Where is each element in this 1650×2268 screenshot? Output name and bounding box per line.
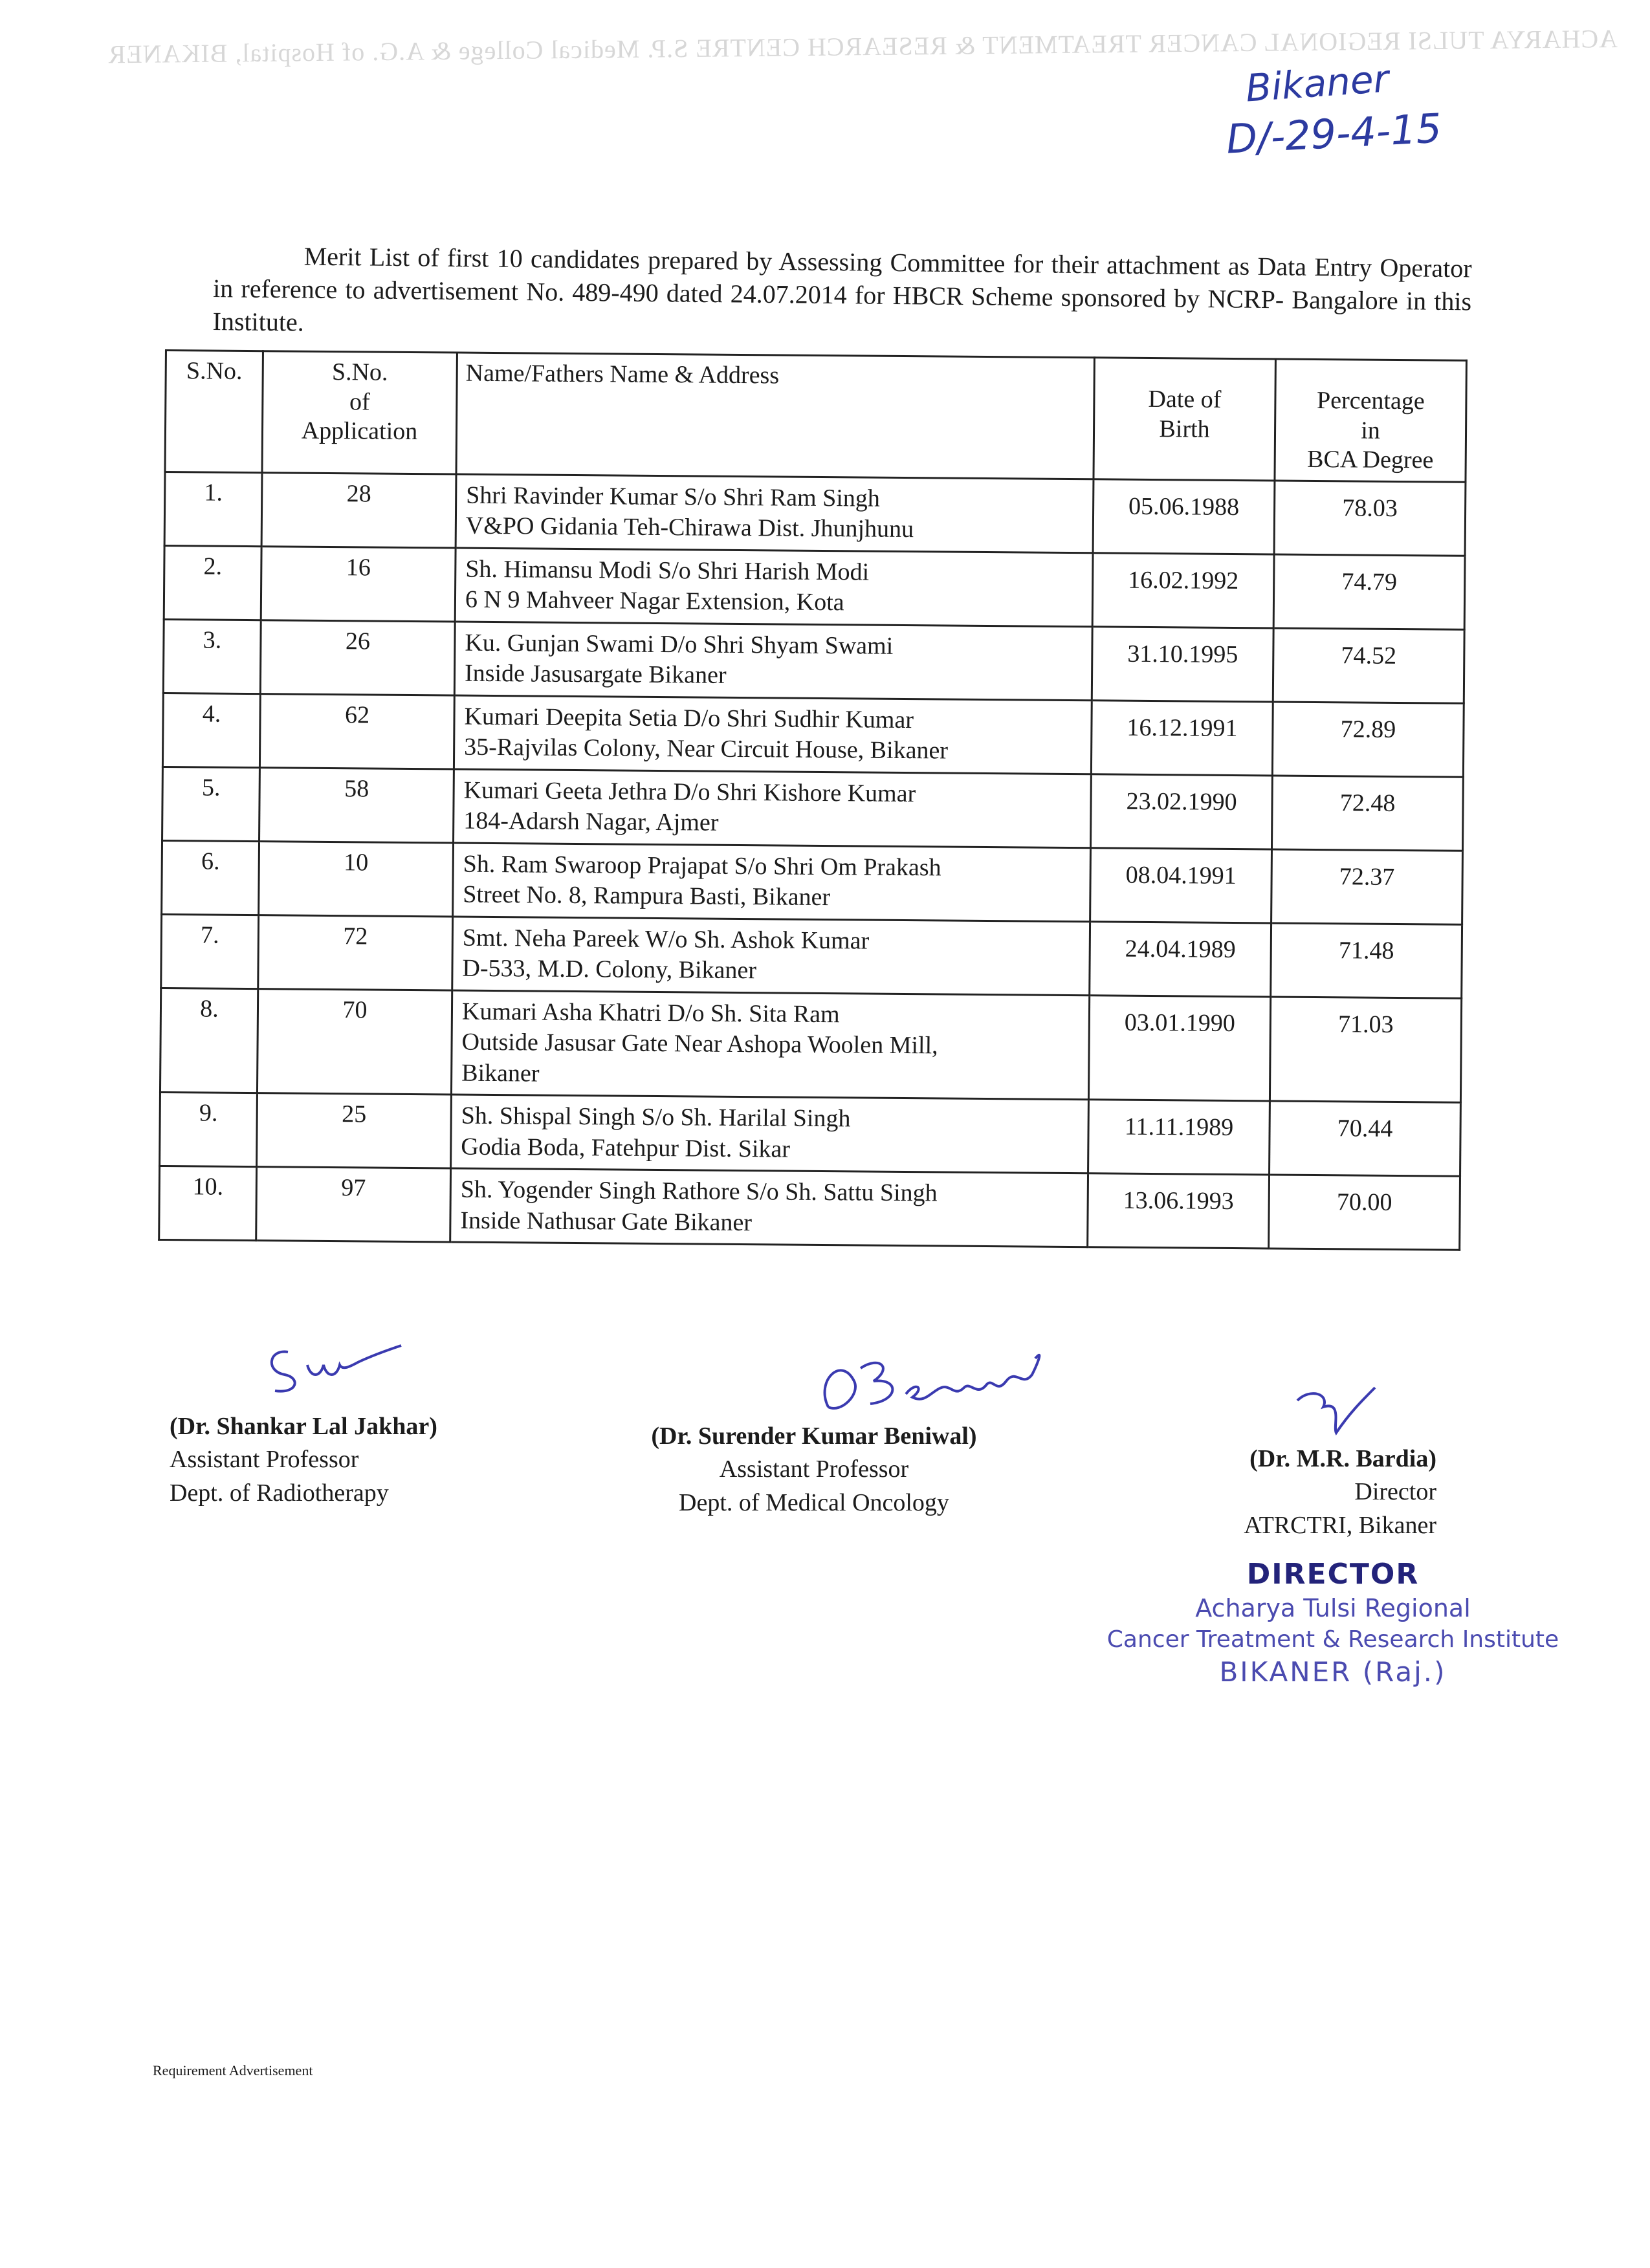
- stamp-line-4: BIKANER (Raj.): [1219, 1656, 1447, 1688]
- intro-paragraph: Merit List of first 10 candidates prepared by Assessing Committee for their attachment as Data Entry Operator in reference to advertisement No. 489-490 dated 24.07.2014 for HBCR Scheme sponsored by NCRP- Bangalore in this Institute.: [212, 241, 1472, 337]
- signatory-3: [1178, 1443, 1436, 1542]
- cell-name-address-line: V&PO Gidania Teh-Chirawa Dist. Jhunjhunu: [465, 512, 914, 543]
- cell-application-no-line: 58: [344, 774, 369, 803]
- signatory-3-title: Director: [1354, 1478, 1436, 1506]
- cell-sno: [161, 914, 259, 988]
- cell-name-address-line: 35-Rajvilas Colony, Near Circuit House, Bikaner: [464, 733, 949, 765]
- cell-sno: [164, 472, 262, 546]
- cell-dob: [1088, 1173, 1270, 1248]
- cell-sno-line: 3.: [203, 626, 222, 654]
- cell-sno: [160, 1093, 258, 1167]
- table-row: [161, 914, 1462, 998]
- cell-dob: [1091, 701, 1273, 776]
- cell-sno: [162, 840, 259, 915]
- cell-name-address-line: 184-Adarsh Nagar, Ajmer: [463, 807, 719, 837]
- cell-application-no-line: 72: [343, 922, 368, 950]
- cell-name-address-line: Kumari Geeta Jethra D/o Shri Kishore Kumar: [463, 776, 916, 807]
- cell-name-address-line: Sh. Himansu Modi S/o Shri Harish Modi: [465, 555, 870, 586]
- cell-dob-line: 03.01.1990: [1124, 1009, 1236, 1037]
- cell-name-address: [454, 695, 1092, 774]
- cell-name-address-line: Kumari Asha Khatri D/o Sh. Sita Ram: [461, 998, 840, 1029]
- cell-name-address: [451, 1095, 1089, 1173]
- cell-sno: [164, 545, 261, 620]
- cell-percentage: [1273, 628, 1464, 703]
- cell-name-address-line: Shri Ravinder Kumar S/o Shri Ram Singh: [466, 481, 881, 512]
- header-application-no: S.No. of Application: [262, 351, 457, 474]
- cell-name-address: [453, 843, 1091, 922]
- cell-dob: [1092, 553, 1274, 628]
- table-row: [162, 693, 1464, 777]
- cell-dob-line: 31.10.1995: [1127, 640, 1238, 668]
- table-row: [160, 1093, 1461, 1177]
- cell-sno-line: 10.: [192, 1173, 224, 1201]
- cell-name-address-line: Outside Jasusar Gate Near Ashopa Woolen Mill,: [461, 1028, 938, 1060]
- cell-name-address-line: Bikaner: [461, 1059, 540, 1087]
- cell-application-no: [257, 988, 452, 1095]
- cell-percentage: [1272, 702, 1464, 777]
- signature-scribble-1: [262, 1326, 411, 1404]
- footer-note: Requirement Advertisement: [153, 2062, 313, 2078]
- cell-name-address-line: Inside Nathusar Gate Bikaner: [460, 1206, 753, 1236]
- cell-dob-line: 24.04.1989: [1125, 935, 1236, 963]
- cell-percentage: [1271, 776, 1463, 851]
- stamp-line-1: DIRECTOR: [1246, 1558, 1420, 1591]
- cell-sno: [163, 619, 261, 693]
- cell-application-no-line: 97: [341, 1174, 366, 1202]
- cell-sno: [162, 767, 260, 841]
- cell-name-address-line: Street No. 8, Rampura Basti, Bikaner: [463, 880, 831, 911]
- bleed-through-header: ACHARYA TULSI REGIONAL CANCER TREATMENT & RESEARCH CENTRE S.P. Medical College & A.G. of Hospital, BIKANER: [107, 23, 1618, 69]
- cell-dob-line: 16.02.1992: [1128, 566, 1239, 594]
- table-row: [163, 619, 1464, 703]
- cell-percentage: [1273, 554, 1465, 629]
- signatory-2-title: Assistant Professor: [719, 1456, 909, 1483]
- cell-name-address-line: D-533, M.D. Colony, Bikaner: [462, 954, 757, 985]
- cell-application-no: [259, 767, 454, 842]
- table-header: [165, 351, 1466, 483]
- header-percentage: Percentage in BCA Degree: [1275, 359, 1466, 482]
- table-row: [162, 767, 1464, 851]
- cell-percentage-line: 72.89: [1340, 715, 1396, 743]
- cell-dob: [1090, 922, 1271, 997]
- signatory-2: [613, 1420, 1015, 1520]
- cell-percentage: [1270, 997, 1461, 1103]
- cell-name-address-line: Ku. Gunjan Swami D/o Shri Shyam Swami: [465, 629, 894, 660]
- cell-application-no-line: 16: [346, 553, 371, 582]
- cell-dob: [1088, 996, 1270, 1102]
- cell-percentage: [1269, 1175, 1460, 1250]
- cell-percentage-line: 70.44: [1337, 1115, 1393, 1143]
- signatory-1: [170, 1410, 437, 1510]
- cell-dob: [1090, 848, 1272, 923]
- table-row: [164, 545, 1465, 629]
- signatory-3-name: (Dr. M.R. Bardia): [1249, 1445, 1436, 1472]
- signature-scribble-3: [1284, 1381, 1381, 1443]
- handwritten-date: D/-29-4-15: [1225, 104, 1443, 163]
- signatory-2-dept: Dept. of Medical Oncology: [679, 1488, 949, 1516]
- cell-dob: [1092, 627, 1273, 702]
- signatory-1-title: Assistant Professor: [170, 1446, 359, 1474]
- cell-percentage-line: 74.52: [1341, 642, 1397, 670]
- cell-sno: [162, 693, 260, 767]
- cell-percentage-line: 71.48: [1338, 937, 1394, 965]
- signatory-1-name: (Dr. Shankar Lal Jakhar): [170, 1413, 437, 1440]
- header-name-address: Name/Fathers Name & Address: [456, 353, 1094, 479]
- cell-application-no-line: 26: [345, 627, 371, 655]
- header-sno: S.No.: [165, 351, 263, 473]
- cell-name-address-line: Kumari Deepita Setia D/o Shri Sudhir Kumar: [464, 703, 914, 734]
- cell-name-address-line: Smt. Neha Pareek W/o Sh. Ashok Kumar: [462, 924, 870, 955]
- cell-application-no: [261, 546, 456, 621]
- table-body: [159, 472, 1466, 1250]
- cell-percentage: [1271, 923, 1462, 998]
- cell-name-address-line: Inside Jasusargate Bikaner: [464, 659, 727, 690]
- cell-name-address-line: 6 N 9 Mahveer Nagar Extension, Kota: [465, 585, 844, 616]
- cell-name-address: [452, 917, 1090, 996]
- cell-percentage-line: 72.48: [1339, 789, 1396, 817]
- cell-application-no: [257, 1093, 452, 1168]
- cell-sno-line: 5.: [201, 774, 221, 801]
- cell-sno-line: 7.: [200, 921, 219, 949]
- cell-name-address: [450, 1168, 1088, 1247]
- cell-percentage-line: 74.79: [1341, 568, 1398, 596]
- cell-name-address-line: Sh. Yogender Singh Rathore S/o Sh. Sattu Singh: [460, 1175, 938, 1207]
- cell-dob-line: 13.06.1993: [1123, 1186, 1234, 1216]
- cell-application-no: [259, 841, 454, 916]
- cell-name-address: [454, 769, 1092, 848]
- cell-application-no: [261, 472, 456, 547]
- handwritten-place: Bikaner: [1244, 56, 1391, 111]
- stamp-line-2: Acharya Tulsi Regional: [1195, 1594, 1471, 1623]
- cell-application-no: [260, 620, 455, 695]
- cell-application-no-line: 28: [346, 479, 371, 508]
- stamp-line-3: Cancer Treatment & Research Institute: [1106, 1626, 1559, 1653]
- cell-dob-line: 11.11.1989: [1124, 1113, 1234, 1142]
- merit-table-wrapper: [158, 349, 1466, 1251]
- cell-sno-line: 1.: [204, 479, 223, 507]
- cell-name-address: [455, 548, 1093, 627]
- cell-percentage-line: 72.37: [1339, 863, 1395, 891]
- cell-name-address-line: Godia Boda, Fatehpur Dist. Sikar: [461, 1133, 791, 1163]
- cell-sno: [160, 988, 258, 1093]
- cell-sno-line: 2.: [203, 552, 223, 580]
- table-row: [162, 840, 1463, 924]
- cell-sno-line: 4.: [202, 700, 221, 728]
- cell-application-no-line: 25: [342, 1100, 367, 1128]
- table-row: [160, 988, 1461, 1102]
- cell-percentage: [1274, 481, 1466, 556]
- cell-name-address: [451, 990, 1089, 1100]
- merit-list-table: [158, 349, 1468, 1251]
- cell-sno-line: 9.: [199, 1099, 218, 1127]
- cell-name-address: [454, 622, 1092, 701]
- cell-application-no-line: 10: [344, 848, 369, 877]
- cell-percentage: [1270, 1101, 1461, 1176]
- cell-dob-line: 23.02.1990: [1126, 787, 1237, 816]
- cell-dob-line: 08.04.1991: [1125, 861, 1237, 889]
- cell-percentage-line: 78.03: [1342, 494, 1398, 522]
- cell-percentage-line: 71.03: [1337, 1010, 1394, 1038]
- cell-name-address-line: Sh. Shispal Singh S/o Sh. Harilal Singh: [461, 1102, 851, 1133]
- cell-sno: [159, 1166, 257, 1241]
- cell-application-no-line: 62: [344, 701, 370, 729]
- cell-dob: [1090, 774, 1272, 849]
- director-stamp: [1100, 1556, 1566, 1690]
- cell-sno-line: 8.: [200, 995, 219, 1023]
- cell-percentage: [1271, 849, 1463, 924]
- cell-dob: [1093, 479, 1275, 554]
- cell-application-no: [258, 915, 453, 990]
- header-dob: Date of Birth: [1094, 358, 1275, 481]
- signatory-3-dept: ATRCTRI, Bikaner: [1244, 1511, 1436, 1539]
- signatory-2-name: (Dr. Surender Kumar Beniwal): [651, 1423, 977, 1450]
- cell-dob-line: 16.12.1991: [1127, 714, 1238, 742]
- cell-dob-line: 05.06.1988: [1128, 492, 1240, 521]
- cell-dob: [1088, 1100, 1270, 1175]
- table-row: [159, 1166, 1460, 1250]
- cell-application-no: [259, 693, 454, 769]
- table-row: [164, 472, 1466, 556]
- cell-percentage-line: 70.00: [1336, 1188, 1392, 1217]
- signatory-1-dept: Dept. of Radiotherapy: [170, 1479, 389, 1507]
- cell-name-address-line: Sh. Ram Swaroop Prajapat S/o Shri Om Prakash: [463, 850, 941, 882]
- cell-application-no: [256, 1167, 451, 1242]
- cell-name-address: [456, 474, 1094, 553]
- cell-application-no-line: 70: [342, 996, 368, 1024]
- cell-sno-line: 6.: [201, 847, 220, 875]
